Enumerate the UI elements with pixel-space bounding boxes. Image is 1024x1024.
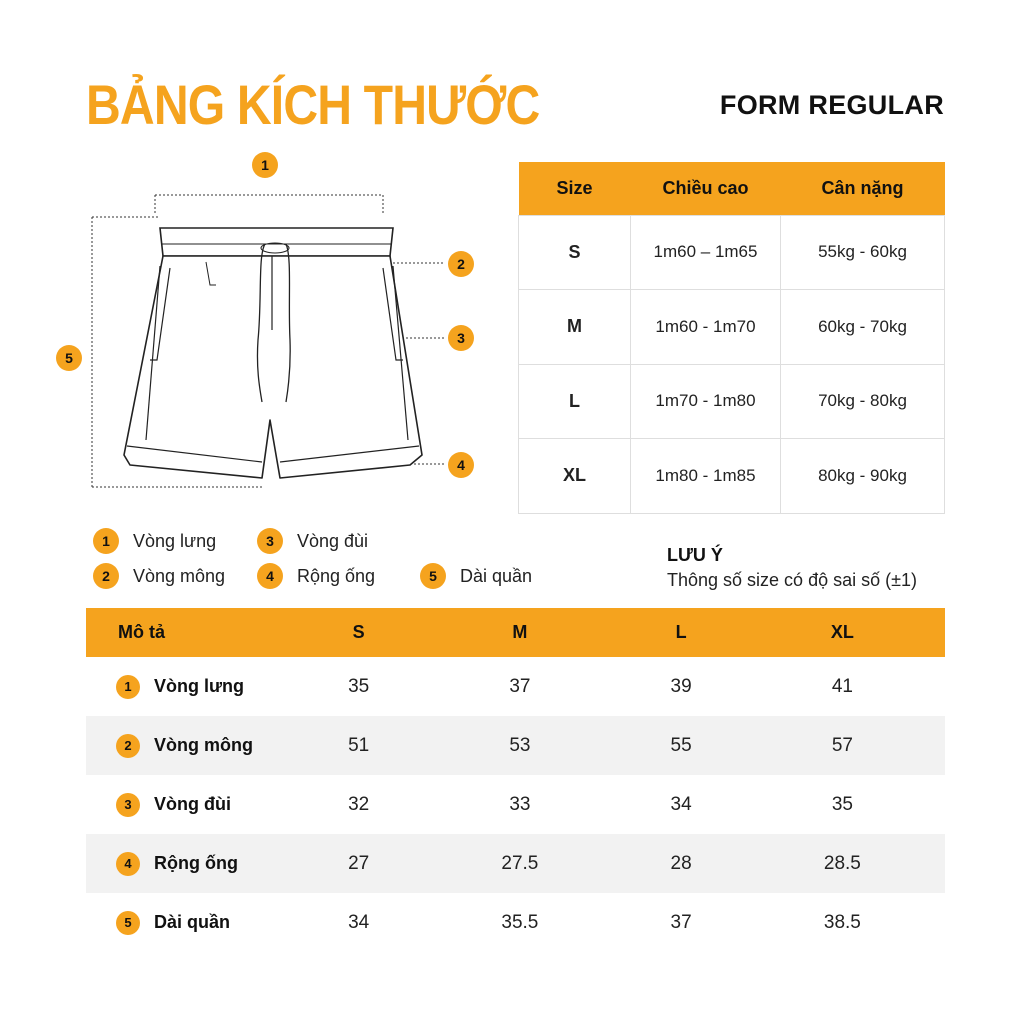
size-cell: S (519, 215, 631, 290)
row-label (116, 734, 300, 758)
legend-number: 1 (93, 528, 119, 554)
size-row (519, 364, 945, 439)
legend-item-vong-lung (93, 528, 216, 554)
size-row (519, 215, 945, 290)
size-row (519, 290, 945, 365)
weight-header: Cân nặng (781, 162, 945, 215)
row-number: 5 (116, 911, 140, 935)
value-cell: 38.5 (823, 911, 861, 933)
legend-item-vong-dui (257, 528, 368, 554)
value-cell: 39 (670, 675, 692, 697)
value-cell: 33 (509, 793, 531, 815)
size-xl-header: XL (740, 608, 945, 657)
row-label-text: Dài quần (154, 912, 231, 932)
shorts-illustration (0, 140, 510, 510)
weight-cell: 70kg - 80kg (781, 364, 945, 439)
page-title: BẢNG KÍCH THƯỚC (86, 73, 540, 136)
size-s-header: S (300, 608, 417, 657)
legend-item-vong-mong (93, 563, 225, 589)
value-cell: 34 (670, 793, 692, 815)
value-cell: 35 (831, 793, 853, 815)
row-label (116, 911, 300, 935)
row-number: 4 (116, 852, 140, 876)
weight-cell: 80kg - 90kg (781, 439, 945, 514)
value-cell: 35 (348, 675, 370, 697)
height-cell: 1m60 – 1m65 (631, 215, 781, 290)
size-table (518, 162, 945, 514)
legend-number: 5 (420, 563, 446, 589)
value-cell: 53 (417, 716, 622, 775)
measurement-table (86, 608, 945, 952)
note-title: LƯU Ý (667, 545, 723, 565)
diagram-marker-4: 4 (448, 452, 474, 478)
table-row (86, 657, 945, 716)
table-row (86, 893, 945, 952)
diagram-marker-1: 1 (252, 152, 278, 178)
table-row (86, 775, 945, 834)
value-cell: 55 (622, 716, 739, 775)
value-cell: 41 (831, 675, 853, 697)
value-cell: 37 (509, 675, 531, 697)
height-header: Chiều cao (631, 162, 781, 215)
note-text: Thông số size có độ sai số (±1) (667, 570, 917, 590)
diagram-marker-2: 2 (448, 251, 474, 277)
legend-label: Vòng lưng (133, 530, 217, 551)
value-cell: 37 (670, 911, 692, 933)
diagram-marker-5: 5 (56, 345, 82, 371)
value-cell: 57 (740, 716, 945, 775)
legend-item-dai-quan (420, 563, 532, 589)
legend-item-rong-ong (257, 563, 375, 589)
size-cell: L (519, 364, 631, 439)
value-cell: 27 (300, 834, 417, 893)
legend-label: Rộng ống (297, 565, 376, 586)
size-cell: M (519, 290, 631, 365)
value-cell: 28 (622, 834, 739, 893)
value-cell: 34 (348, 911, 370, 933)
form-label: FORM REGULAR (719, 90, 944, 120)
weight-cell: 60kg - 70kg (781, 290, 945, 365)
height-cell: 1m80 - 1m85 (631, 439, 781, 514)
row-number: 1 (116, 675, 140, 699)
legend-number: 4 (257, 563, 283, 589)
height-cell: 1m70 - 1m80 (631, 364, 781, 439)
row-number: 2 (116, 734, 140, 758)
legend-label: Vòng đùi (297, 530, 369, 551)
row-number: 3 (116, 793, 140, 817)
value-cell: 35.5 (501, 911, 539, 933)
value-cell: 28.5 (740, 834, 945, 893)
diagram-marker-3: 3 (448, 325, 474, 351)
description-header: Mô tả (86, 608, 300, 657)
value-cell: 32 (348, 793, 370, 815)
weight-cell: 55kg - 60kg (781, 215, 945, 290)
row-label (116, 675, 300, 699)
height-cell: 1m60 - 1m70 (631, 290, 781, 365)
row-label (116, 793, 300, 817)
row-label (116, 852, 300, 876)
table-row (86, 716, 945, 775)
shorts-diagram (0, 140, 510, 510)
value-cell: 27.5 (417, 834, 622, 893)
row-label-text: Vòng lưng (154, 676, 245, 696)
table-row (86, 834, 945, 893)
note-box (667, 545, 917, 591)
size-cell: XL (519, 439, 631, 514)
legend-label: Vòng mông (133, 565, 226, 586)
row-label-text: Rộng ống (154, 853, 238, 873)
row-label-text: Vòng đùi (154, 794, 231, 814)
size-l-header: L (622, 608, 739, 657)
row-label-text: Vòng mông (154, 735, 253, 755)
legend-number: 3 (257, 528, 283, 554)
size-row (519, 439, 945, 514)
legend-label: Dài quần (460, 565, 533, 586)
legend-number: 2 (93, 563, 119, 589)
size-m-header: M (417, 608, 622, 657)
size-header: Size (519, 162, 631, 215)
value-cell: 51 (300, 716, 417, 775)
